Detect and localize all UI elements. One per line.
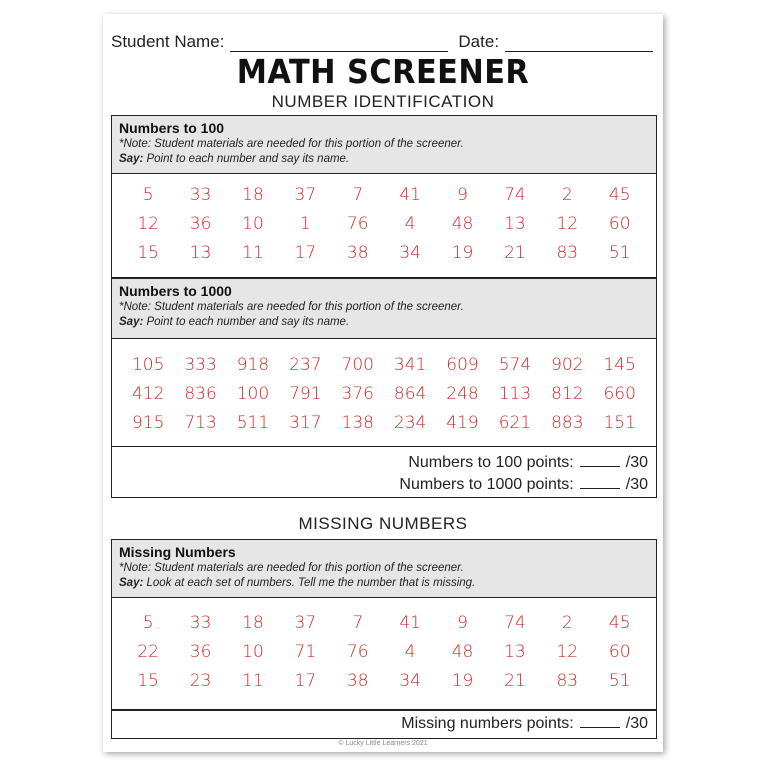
copyright-text: © Lucky Little Learners 2021 [338,740,428,747]
date-label: Date: [458,32,500,51]
number-cell: 37 [294,185,317,205]
number-cell: 17 [294,243,317,263]
points-blank[interactable] [580,715,620,728]
number-cell: 713 [184,413,217,433]
section-title: Numbers to 100 [119,120,225,136]
number-row [112,185,656,214]
number-cell: 41 [399,613,421,633]
number-cell: 71 [294,642,317,662]
points-line [112,474,648,496]
say-label: Say: [119,316,144,328]
points-label: Missing numbers points: [401,715,574,732]
number-cell: 151 [603,413,636,433]
number-cell: 138 [341,413,374,433]
points-box-missing [111,709,657,739]
number-cell: 836 [184,384,217,404]
number-cell: 21 [504,671,526,691]
points-total: /30 [625,454,648,471]
number-row [112,214,656,243]
points-line [112,452,648,474]
points-total: /30 [625,476,648,493]
number-cell: 36 [189,642,212,662]
number-cell: 113 [498,384,532,404]
section-note: *Note: Student materials are needed for this portion of the screener. [119,562,464,574]
number-cell: 60 [608,642,631,662]
section-numbers-to-100 [111,115,657,278]
number-cell: 237 [289,355,322,375]
number-cell: 18 [242,613,264,633]
number-cell: 51 [608,243,631,263]
number-cell: 60 [608,214,631,234]
number-cell: 10 [242,642,264,662]
section-header [112,279,656,339]
points-blank[interactable] [580,454,620,467]
number-cell: 21 [504,243,526,263]
section-title: Numbers to 1000 [119,283,232,299]
number-cell: 7 [352,185,364,205]
number-cell: 48 [451,214,474,234]
number-cell: 621 [498,413,532,433]
number-grid [112,339,656,442]
student-header [111,28,661,52]
points-label: Numbers to 1000 points: [399,476,574,493]
say-text: Look at each set of numbers. Tell me the number that is missing. [143,577,476,589]
points-line [112,713,648,735]
number-cell: 12 [137,214,159,234]
number-cell: 76 [346,642,369,662]
section-numbers-to-1000 [111,278,657,447]
number-cell: 915 [131,413,165,433]
number-cell: 1 [299,214,311,234]
number-cell: 333 [184,355,217,375]
student-name-label: Student Name: [111,32,225,51]
number-cell: 248 [446,384,479,404]
number-row [112,355,656,384]
number-cell: 45 [608,185,631,205]
number-cell: 48 [451,642,474,662]
number-cell: 33 [189,185,212,205]
number-cell: 660 [603,384,636,404]
say-label: Say: [119,153,144,165]
number-cell: 883 [551,413,584,433]
number-cell: 7 [352,613,364,633]
number-cell: 37 [294,613,317,633]
number-cell: 918 [236,355,270,375]
say-label: Say: [119,577,144,589]
say-text: Point to each number and say its name. [143,153,350,165]
number-cell: 812 [551,384,584,404]
number-cell: 902 [551,355,584,375]
number-cell: 700 [341,355,374,375]
number-cell: 376 [341,384,374,404]
number-cell: 317 [289,413,322,433]
points-label: Numbers to 100 points: [408,454,574,471]
section-say [119,576,649,591]
number-cell: 12 [556,214,579,234]
number-cell: 574 [498,355,532,375]
number-grid [112,174,656,272]
number-cell: 412 [131,384,165,404]
section-header [112,540,656,598]
number-cell: 38 [346,671,369,691]
number-cell: 45 [608,613,631,633]
say-text: Point to each number and say its name. [143,316,350,328]
points-box-identification [111,446,657,498]
page-subtitle: NUMBER IDENTIFICATION [271,92,495,111]
points-total: /30 [625,715,648,732]
section-say [119,315,649,330]
number-cell: 19 [451,243,474,263]
section-note: *Note: Student materials are needed for this portion of the screener. [119,138,464,150]
student-name-blank[interactable] [230,33,448,52]
number-cell: 38 [346,243,369,263]
number-row [112,413,656,442]
number-cell: 34 [399,243,421,263]
number-cell: 36 [189,214,212,234]
number-grid [112,598,656,700]
number-cell: 34 [399,671,421,691]
number-cell: 2 [561,185,573,205]
number-cell: 83 [556,243,579,263]
number-cell: 10 [242,214,264,234]
points-blank[interactable] [580,476,620,489]
number-cell: 13 [504,642,526,662]
number-cell: 12 [556,642,579,662]
missing-numbers-title: MISSING NUMBERS [298,514,468,533]
number-cell: 234 [393,413,427,433]
section-header [112,116,656,174]
number-cell: 145 [603,355,636,375]
number-row [112,642,656,671]
page-title: MATH SCREENER [236,52,530,91]
number-cell: 100 [236,384,270,404]
number-cell: 19 [451,671,474,691]
number-cell: 41 [399,185,421,205]
number-cell: 13 [504,214,526,234]
number-cell: 83 [556,671,579,691]
number-cell: 864 [393,384,427,404]
number-row [112,613,656,642]
number-cell: 4 [404,214,416,234]
number-cell: 74 [504,185,526,205]
number-cell: 9 [457,613,468,633]
section-title: Missing Numbers [119,544,236,560]
number-cell: 18 [242,185,264,205]
number-cell: 419 [446,413,479,433]
number-cell: 51 [608,671,631,691]
number-cell: 74 [504,613,526,633]
number-row [112,384,656,413]
number-cell: 105 [131,355,165,375]
number-cell: 511 [236,413,270,433]
number-cell: 15 [137,671,159,691]
number-cell: 4 [404,642,416,662]
number-cell: 341 [393,355,427,375]
number-cell: 76 [346,214,369,234]
number-cell: 15 [137,243,159,263]
number-cell: 17 [294,671,317,691]
number-cell: 23 [189,671,212,691]
section-missing-numbers [111,539,657,711]
number-cell: 11 [242,671,264,691]
number-cell: 5 [142,185,154,205]
number-cell: 13 [189,243,212,263]
number-cell: 22 [137,642,159,662]
section-note: *Note: Student materials are needed for this portion of the screener. [119,301,464,313]
number-cell: 609 [446,355,479,375]
number-cell: 5 [142,613,154,633]
date-blank[interactable] [505,33,653,52]
number-cell: 33 [189,613,212,633]
number-cell: 2 [561,613,573,633]
number-row [112,243,656,272]
section-say [119,152,649,167]
number-cell: 9 [457,185,468,205]
number-cell: 11 [242,243,264,263]
number-cell: 791 [289,384,322,404]
number-row [112,671,656,700]
